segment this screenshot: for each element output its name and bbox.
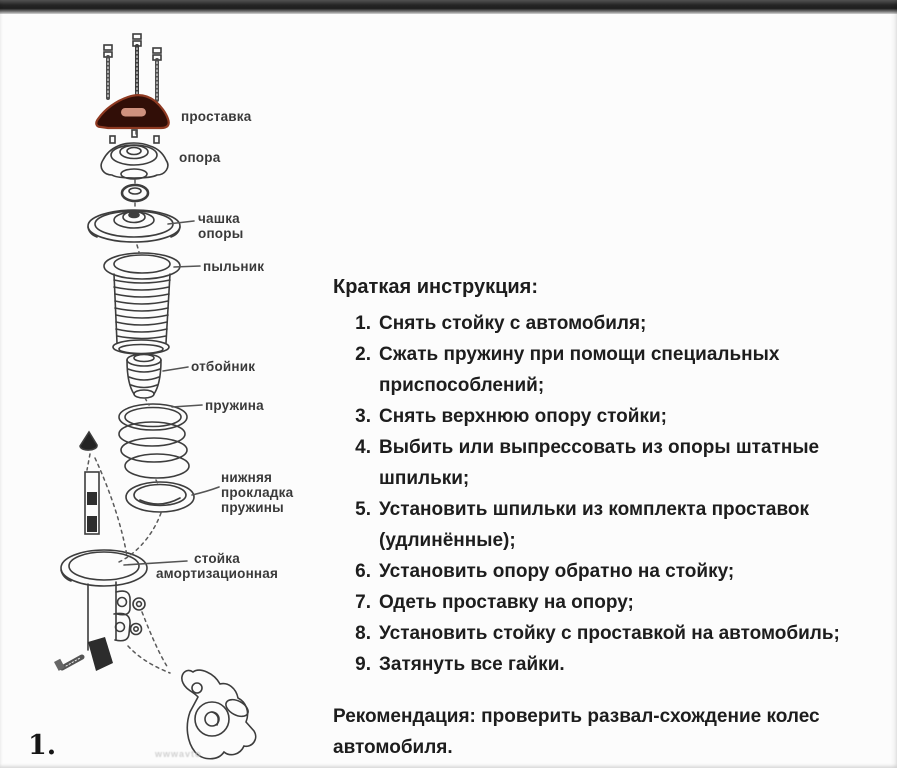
step-text: Одеть проставку на опору; bbox=[379, 592, 634, 613]
coil-spring-part-icon bbox=[119, 404, 189, 478]
step-text: Выбить или выпрессовать из опоры штатные шпильки; bbox=[379, 437, 820, 489]
step-number: 4. bbox=[355, 437, 371, 458]
recommendation-text: Рекомендация: проверить развал-схождение колес автомобиля. bbox=[333, 706, 820, 758]
step-text: Снять верхнюю опору стойки; bbox=[379, 406, 667, 427]
step-number: 3. bbox=[355, 406, 371, 427]
strut-exploded-diagram bbox=[0, 0, 320, 768]
bearing-part-icon bbox=[122, 185, 148, 201]
label-spring: пружина bbox=[205, 398, 264, 413]
step-text: Затянуть все гайки. bbox=[379, 654, 565, 675]
dust-boot-part-icon bbox=[104, 253, 180, 354]
instruction-step bbox=[333, 556, 881, 587]
instruction-step bbox=[333, 587, 881, 618]
instruction-step bbox=[333, 618, 881, 649]
label-lower-pad: нижняя прокладка пружины bbox=[221, 470, 294, 515]
label-bump-stop: отбойник bbox=[191, 359, 256, 374]
step-number: 1. bbox=[355, 313, 371, 334]
stud-bolts-icon bbox=[104, 34, 161, 100]
instructions-list bbox=[333, 308, 881, 680]
label-spring-seat: чашка опоры bbox=[198, 211, 244, 241]
step-text: Установить стойку с проставкой на автомобиль; bbox=[379, 623, 840, 644]
steering-knuckle-part-icon bbox=[182, 670, 256, 759]
bump-stop-part-icon bbox=[127, 354, 161, 398]
spring-seat-part-icon bbox=[88, 210, 180, 242]
instructions-title: Краткая инструкция: bbox=[333, 276, 538, 298]
instruction-step bbox=[333, 432, 881, 494]
instruction-step bbox=[333, 649, 881, 680]
label-dust-boot: пыльник bbox=[203, 259, 265, 274]
step-number: 8. bbox=[355, 623, 371, 644]
strut-exploded-drawing bbox=[0, 0, 320, 768]
step-text: Снять стойку с автомобиля; bbox=[379, 313, 647, 334]
step-number: 9. bbox=[355, 654, 371, 675]
instruction-step bbox=[333, 494, 881, 556]
watermark: wwwavto bbox=[155, 749, 202, 759]
page-number: 1. bbox=[28, 730, 57, 761]
step-text: Установить опору обратно на стойку; bbox=[379, 561, 735, 582]
step-number: 6. bbox=[355, 561, 371, 582]
instruction-step bbox=[333, 308, 881, 339]
label-spacer: проставка bbox=[181, 109, 252, 124]
step-text: Установить шпильки из комплекта проставок (удлинённые); bbox=[379, 499, 809, 551]
step-text: Сжать пружину при помощи специальных приспособлений; bbox=[379, 344, 780, 396]
label-mount: опора bbox=[179, 150, 221, 165]
instruction-step bbox=[333, 339, 881, 401]
strut-body-part-icon bbox=[54, 432, 147, 671]
instructions-panel bbox=[333, 276, 885, 763]
step-number: 2. bbox=[355, 344, 371, 365]
mount-part-icon bbox=[101, 130, 168, 179]
step-number: 7. bbox=[355, 592, 371, 613]
label-strut: стойка амортизационная bbox=[155, 551, 279, 581]
instruction-step bbox=[333, 401, 881, 432]
step-number: 5. bbox=[355, 499, 371, 520]
lower-spring-pad-part-icon bbox=[126, 482, 194, 512]
